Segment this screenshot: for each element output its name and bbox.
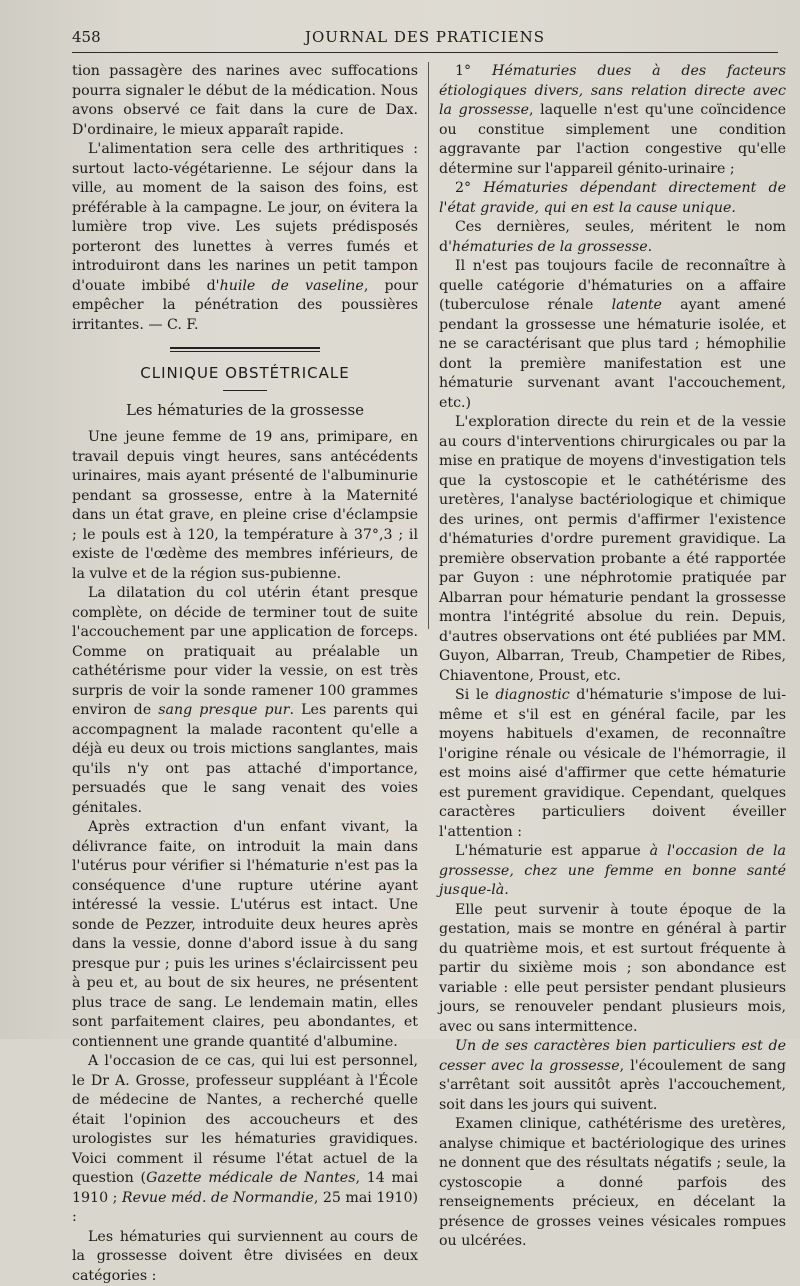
paragraph: La dilatation du col utérin étant presque complète, on décide de terminer tout de suite l'accouchement par une application de forceps. Comme on pratiquait au préalable un cathétérisme pour vider la vessie, on est très surpris de voir la sonde ramener 100 grammes environ de sang presque pur. Les parents qui accompagnent la malade racontent qu'elle a déjà eu deux ou trois mictions sanglantes, mais qu'ils n'y ont pas attaché d'importance, persuadés que le sang venait des voies génitales. [72, 584, 418, 818]
paragraph: A l'occasion de ce cas, qui lui est personnel, le Dr A. Grosse, professeur suppléant à l'École de médecine de Nantes, a recherché quelle était l'opinion des accoucheurs et des urologistes sur les hématuries gravidiques. Voici comment il résume l'état actuel de la question (Gazette médicale de Nantes, 14 mai 1910 ; Revue méd. de Normandie, 25 mai 1910) : [72, 1052, 418, 1228]
paragraph: Une jeune femme de 19 ans, primipare, en travail depuis vingt heures, sans antécédents urinaires, mais ayant présenté de l'albuminurie pendant sa grossesse, entre à la Maternité dans un état grave, en pleine crise d'éclampsie ; le pouls est à 120, la température à 37°,3 ; il existe de l'œdème des membres inférieurs, de la vulve et de la région sus-pubienne. [72, 428, 418, 584]
paragraph: 2° Hématuries dépendant directement de l'état gravide, qui en est la cause unique. [439, 179, 786, 218]
column-divider [428, 62, 429, 629]
section-heading: CLINIQUE OBSTÉTRICALE [72, 364, 418, 384]
paragraph: Si le diagnostic d'hématurie s'impose de lui-même et s'il est en général facile, par les moyens habituels d'examen, de reconnaître l'origine rénale ou vésicale de l'hémorragie, il est moins aisé d'affirmer que cette hématurie est purement gravidique. Cependant, quelques caractères particuliers doivent éveiller l'attention : [439, 686, 786, 842]
paragraph: Les hématuries qui surviennent au cours de la grossesse doivent être divisées en deux catégories : [72, 1228, 418, 1286]
paragraph: Examen clinique, cathétérisme des uretères, analyse chimique et bactériologique des urines ne donnent que des résultats négatifs ; seule, la cystoscopie a donné parfois des renseignements précieux, en décelant la présence de grosses veines vésicales rompues ou ulcérées. [439, 1115, 786, 1252]
page-header [72, 26, 778, 53]
paragraph: L'alimentation sera celle des arthritiques : surtout lacto-végétarienne. Le séjour dans la ville, au moment de la saison des foins, est préférable à la campagne. Le jour, on évitera la lumière trop vive. Les sujets prédisposés porteront des lunettes à verres fumés et introduiront dans les narines un petit tampon d'ouate imbibé d'huile de vaseline, pour empêcher la pénétration des poussières irritantes. — C. F. [72, 140, 418, 335]
left-column [72, 62, 418, 1029]
paragraph: 1° Hématuries dues à des facteurs étiologiques divers, sans relation directe avec la grossesse, laquelle n'est qu'une coïncidence ou constitue simplement une condition aggravante par l'action congestive qu'elle détermine sur l'appareil génito-urinaire ; [439, 62, 786, 179]
paragraph: Ces dernières, seules, méritent le nom d'hématuries de la grossesse. [439, 218, 786, 257]
running-title: JOURNAL DES PRATICIENS [72, 28, 778, 46]
paragraph: L'hématurie est apparue à l'occasion de la grossesse, chez une femme en bonne santé jusque-là. [439, 842, 786, 901]
right-column [439, 62, 786, 1029]
paragraph: Il n'est pas toujours facile de reconnaître à quelle catégorie d'hématuries on a affaire (tuberculose rénale latente ayant amené pendant la grossesse une hématurie isolée, et ne se caractérisant que plus tard ; hémophilie dont la première manifestation est une hématurie survenant avant l'accouchement, etc.) [439, 257, 786, 413]
paragraph: L'exploration directe du rein et de la vessie au cours d'interventions chirurgicales ou par la mise en pratique de moyens d'investigation tels que la cystoscopie et le cathétérisme des uretères, l'analyse bactériologique et chimique des urines, ont permis d'affirmer l'existence d'hématuries d'ordre purement gravidique. La première observation probante a été rapportée par Guyon : une néphrotomie pratiquée par Albarran pour hématurie pendant la grossesse montra l'intégrité absolue du rein. Depuis, d'autres observations ont été publiées par MM. Guyon, Albarran, Treub, Champetier de Ribes, Chiaventone, Proust, etc. [439, 413, 786, 686]
paragraph: Elle peut survenir à toute époque de la gestation, mais se montre en général à partir du quatrième mois, et est surtout fréquente à partir du sixième mois ; son abondance est variable : elle peut persister pendant plusieurs jours, se renouveler pendant plusieurs mois, avec ou sans intermittence. [439, 901, 786, 1038]
article-title: Les hématuries de la grossesse [72, 401, 418, 421]
heading-underline [223, 390, 267, 391]
section-rule [170, 347, 320, 352]
paragraph: Après extraction d'un enfant vivant, la délivrance faite, on introduit la main dans l'utérus pour vérifier si l'hématurie n'est pas la conséquence d'une rupture utérine ayant intéressé la vessie. L'utérus est intact. Une sonde de Pezzer, introduite deux heures après dans la vessie, donne d'abord issue à du sang presque pur ; puis les urines s'éclaircissent peu à peu et, au bout de six heures, ne présentent plus trace de sang. Le lendemain matin, elles sont parfaitement claires, peu abondantes, et contiennent une grande quantité d'albumine. [72, 818, 418, 1052]
page-number: 458 [72, 28, 101, 46]
paragraph: tion passagère des narines avec suffocations pourra signaler le début de la médication. Nous avons observé ce fait dans la cure de Dax. D'ordinaire, le mieux apparaît rapide. [72, 62, 418, 140]
paragraph: Un de ses caractères bien particuliers est de cesser avec la grossesse, l'écoulement de sang s'arrêtant soit aussitôt après l'accouchement, soit dans les jours qui suivent. [439, 1037, 786, 1115]
